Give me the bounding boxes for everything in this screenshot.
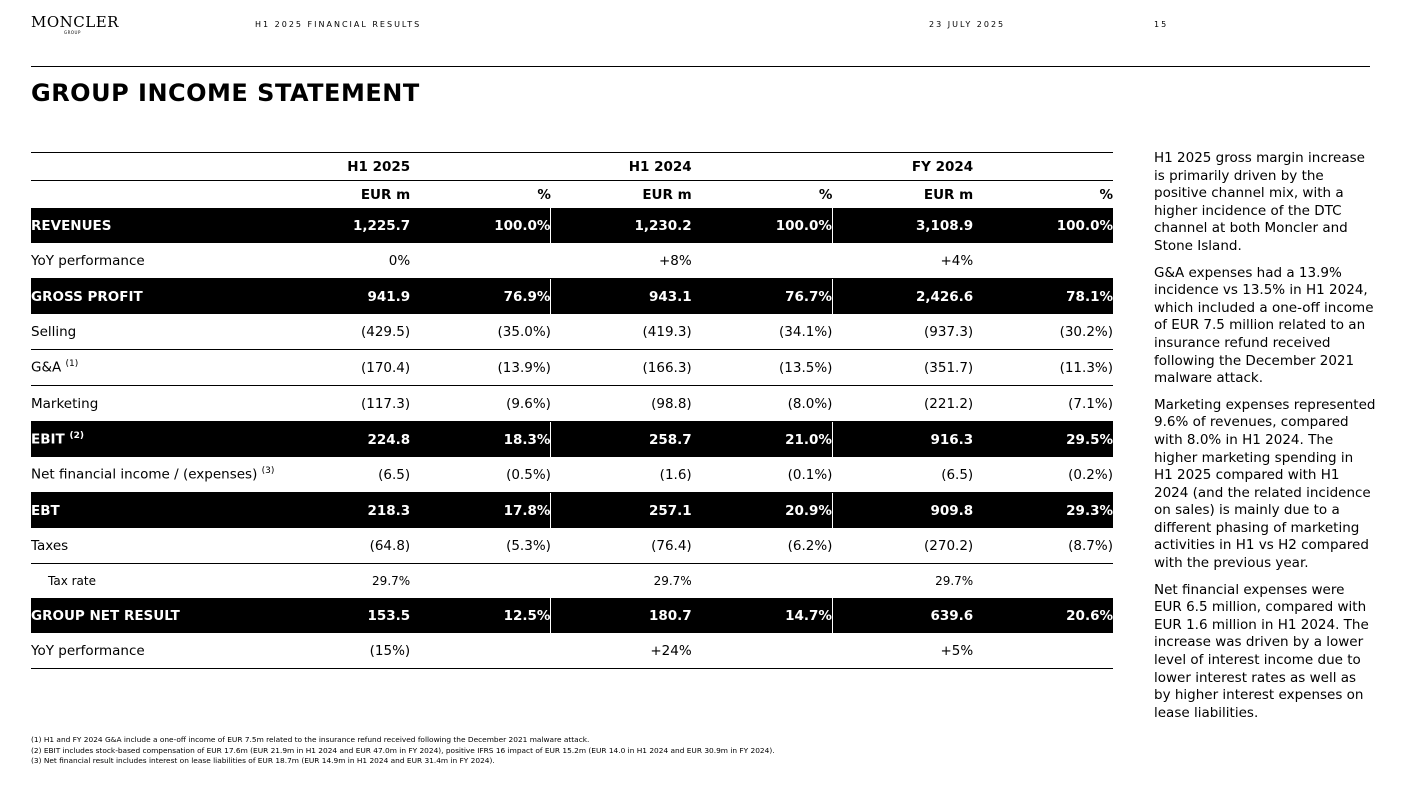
cell-value: 29.7%: [935, 574, 974, 588]
cell-value: 909.8: [832, 493, 973, 529]
cell-percent: 14.7%: [692, 598, 833, 633]
cell-percent: (0.1%): [692, 457, 833, 493]
footnote: (2) EBIT includes stock-based compensation of EUR 17.6m (EUR 21.9m in H1 2024 and EUR 47.0m in FY 2024), positive IFRS 16 impact of EUR 15.2m (EUR 14.0 in H1 2024 and EUR 30.9m in FY 2024).: [31, 745, 775, 755]
row-label-cell: [31, 350, 274, 386]
cell-value: +5%: [832, 633, 973, 669]
pct-header: %: [818, 186, 833, 203]
pct-header: %: [1099, 186, 1113, 203]
cell-percent: [410, 633, 551, 669]
cell-percent: [692, 564, 833, 599]
cell-percent: (5.3%): [410, 528, 551, 564]
document-date: 23 JULY 2025: [929, 20, 1006, 29]
footnote: (1) H1 and FY 2024 G&A include a one-off income of EUR 7.5m related to the insurance refund received following the December 2021 malware attack.: [31, 735, 590, 744]
cell-percent: [410, 243, 551, 279]
cell-percent: [692, 243, 833, 279]
cell-value: 916.3: [832, 422, 973, 458]
cell-percent: [973, 243, 1113, 279]
cell-value: (429.5): [274, 314, 410, 350]
cell-value: 2,426.6: [832, 279, 973, 315]
table-row: [31, 314, 1113, 350]
page-title: GROUP INCOME STATEMENT: [31, 79, 420, 107]
cell-percent: [692, 633, 833, 669]
row-label: REVENUES: [31, 208, 274, 243]
row-label: Tax rate: [48, 574, 96, 588]
commentary-paragraph: H1 2025 gross margin increase is primarily driven by the positive channel mix, with a higher incidence of the DTC channel at both Moncler and Stone Island.: [1154, 150, 1365, 254]
cell-value: (6.5): [274, 457, 410, 493]
income-statement-table: [31, 152, 1113, 669]
header-divider: [31, 66, 1370, 67]
commentary-paragraph: Net financial expenses were EUR 6.5 million, compared with EUR 1.6 million in H1 2024. The increase was driven by a lower level of interest income due to lower interest rates as well as by higher interest expenses on lease liabilities.: [1154, 581, 1369, 721]
cell-value: +4%: [832, 243, 973, 279]
unit-header: EUR m: [360, 186, 411, 203]
cell-percent: (6.2%): [692, 528, 833, 564]
period-header-blank: [31, 153, 274, 181]
cell-percent: 21.0%: [692, 422, 833, 458]
cell-value: (351.7): [832, 350, 973, 386]
period-header-row: [31, 153, 1113, 181]
cell-percent: (13.9%): [410, 350, 551, 386]
cell-percent: (8.0%): [692, 386, 833, 422]
cell-value: (221.2): [832, 386, 973, 422]
footnote-marker: (2): [69, 431, 84, 442]
row-label: Net financial income / (expenses): [31, 466, 258, 483]
cell-percent: 100.0%: [410, 208, 551, 243]
cell-percent: 100.0%: [692, 208, 833, 243]
logo-brand: MONCLER: [31, 13, 119, 31]
cell-percent: 12.5%: [410, 598, 551, 633]
cell-percent: (11.3%): [973, 350, 1113, 386]
row-label: YoY performance: [31, 243, 274, 279]
cell-percent: (9.6%): [410, 386, 551, 422]
cell-value: 1,225.7: [274, 208, 410, 243]
cell-value: 218.3: [274, 493, 410, 529]
cell-value: 29.7%: [372, 574, 411, 588]
logo-sub: GROUP: [64, 30, 81, 35]
cell-value: (170.4): [274, 350, 410, 386]
commentary-panel: [1154, 150, 1376, 731]
unit-header: EUR m: [642, 186, 692, 203]
row-label: G&A: [31, 359, 62, 376]
unit-header: EUR m: [923, 186, 974, 203]
cell-value: 941.9: [274, 279, 410, 315]
cell-percent: (0.5%): [410, 457, 551, 493]
table-row: [31, 457, 1113, 493]
cell-percent: 29.5%: [973, 422, 1113, 458]
cell-value: 257.1: [551, 493, 692, 529]
cell-value: 3,108.9: [832, 208, 973, 243]
cell-percent: 17.8%: [410, 493, 551, 529]
row-label: Selling: [31, 314, 274, 350]
cell-value: (15%): [274, 633, 410, 669]
period-header: FY 2024: [832, 153, 973, 181]
cell-value: 180.7: [551, 598, 692, 633]
cell-value: (98.8): [551, 386, 692, 422]
cell-percent: 76.9%: [410, 279, 551, 315]
cell-percent: 18.3%: [410, 422, 551, 458]
period-header: H1 2024: [551, 153, 692, 181]
table-row: [31, 279, 1113, 315]
cell-value: 258.7: [551, 422, 692, 458]
page-number: 15: [1154, 20, 1169, 29]
cell-value: 943.1: [551, 279, 692, 315]
cell-value: (419.3): [551, 314, 692, 350]
pct-header: %: [537, 186, 551, 203]
table-row: [31, 386, 1113, 422]
cell-percent: 20.9%: [692, 493, 833, 529]
cell-value: 153.5: [274, 598, 410, 633]
footnote-marker: (3): [261, 466, 275, 477]
row-label: EBT: [31, 493, 274, 529]
commentary-paragraph: Marketing expenses represented 9.6% of revenues, compared with 8.0% in H1 2024. The higher marketing spending in H1 2025 compared with H1 2024 (and the related incidence on sales) is mainly due to a different phasing of marketing activities in H1 vs H2 compared with the previous year.: [1154, 396, 1376, 572]
row-label: GROSS PROFIT: [31, 279, 274, 315]
cell-value: 224.8: [274, 422, 410, 458]
cell-value: 639.6: [832, 598, 973, 633]
cell-value: +8%: [551, 243, 692, 279]
cell-value: (64.8): [274, 528, 410, 564]
row-label: Taxes: [31, 528, 274, 564]
table-row: [31, 350, 1113, 386]
table-row: [31, 633, 1113, 669]
cell-value: 0%: [274, 243, 410, 279]
table-row: [31, 528, 1113, 564]
cell-percent: [973, 633, 1113, 669]
cell-percent: (34.1%): [692, 314, 833, 350]
row-label-cell: [31, 422, 274, 458]
cell-value: (117.3): [274, 386, 410, 422]
table-row: [31, 208, 1113, 243]
cell-value: (1.6): [551, 457, 692, 493]
table-row: [31, 422, 1113, 458]
table-row: [31, 598, 1113, 633]
commentary-paragraph: G&A expenses had a 13.9% incidence vs 13.5% in H1 2024, which included a one-off income of EUR 7.5 million related to an insurance refund received following the December 2021 malware attack.: [1154, 264, 1374, 387]
cell-percent: 29.3%: [973, 493, 1113, 529]
cell-percent: (30.2%): [973, 314, 1113, 350]
document-title: H1 2025 FINANCIAL RESULTS: [255, 20, 422, 29]
table-row: [31, 243, 1113, 279]
cell-value: 29.7%: [653, 574, 692, 588]
cell-value: (166.3): [551, 350, 692, 386]
moncler-logo: [31, 14, 119, 35]
cell-percent: (0.2%): [973, 457, 1113, 493]
cell-percent: [973, 564, 1113, 599]
footnote-marker: (1): [65, 359, 79, 370]
cell-value: (76.4): [551, 528, 692, 564]
cell-value: (270.2): [832, 528, 973, 564]
cell-percent: 76.7%: [692, 279, 833, 315]
cell-percent: (8.7%): [973, 528, 1113, 564]
cell-percent: 20.6%: [973, 598, 1113, 633]
footnotes: [31, 735, 775, 767]
row-label: YoY performance: [31, 633, 274, 669]
row-label: EBIT: [31, 431, 65, 448]
cell-percent: 100.0%: [973, 208, 1113, 243]
cell-percent: [410, 564, 551, 599]
cell-percent: 78.1%: [973, 279, 1113, 315]
cell-value: (6.5): [832, 457, 973, 493]
cell-value: +24%: [551, 633, 692, 669]
footnote: (3) Net financial result includes interest on lease liabilities of EUR 18.7m (EUR 14.9m in H1 2024 and EUR 31.4m in FY 2024).: [31, 756, 495, 765]
table-row: [31, 564, 1113, 599]
row-label-cell: [31, 457, 274, 493]
row-label: Marketing: [31, 386, 274, 422]
row-label: GROUP NET RESULT: [31, 598, 274, 633]
unit-header-row: [31, 181, 1113, 209]
cell-value: (937.3): [832, 314, 973, 350]
cell-percent: (13.5%): [692, 350, 833, 386]
table-row: [31, 493, 1113, 529]
cell-percent: (7.1%): [973, 386, 1113, 422]
cell-value: 1,230.2: [551, 208, 692, 243]
cell-percent: (35.0%): [410, 314, 551, 350]
period-header: H1 2025: [274, 153, 410, 181]
